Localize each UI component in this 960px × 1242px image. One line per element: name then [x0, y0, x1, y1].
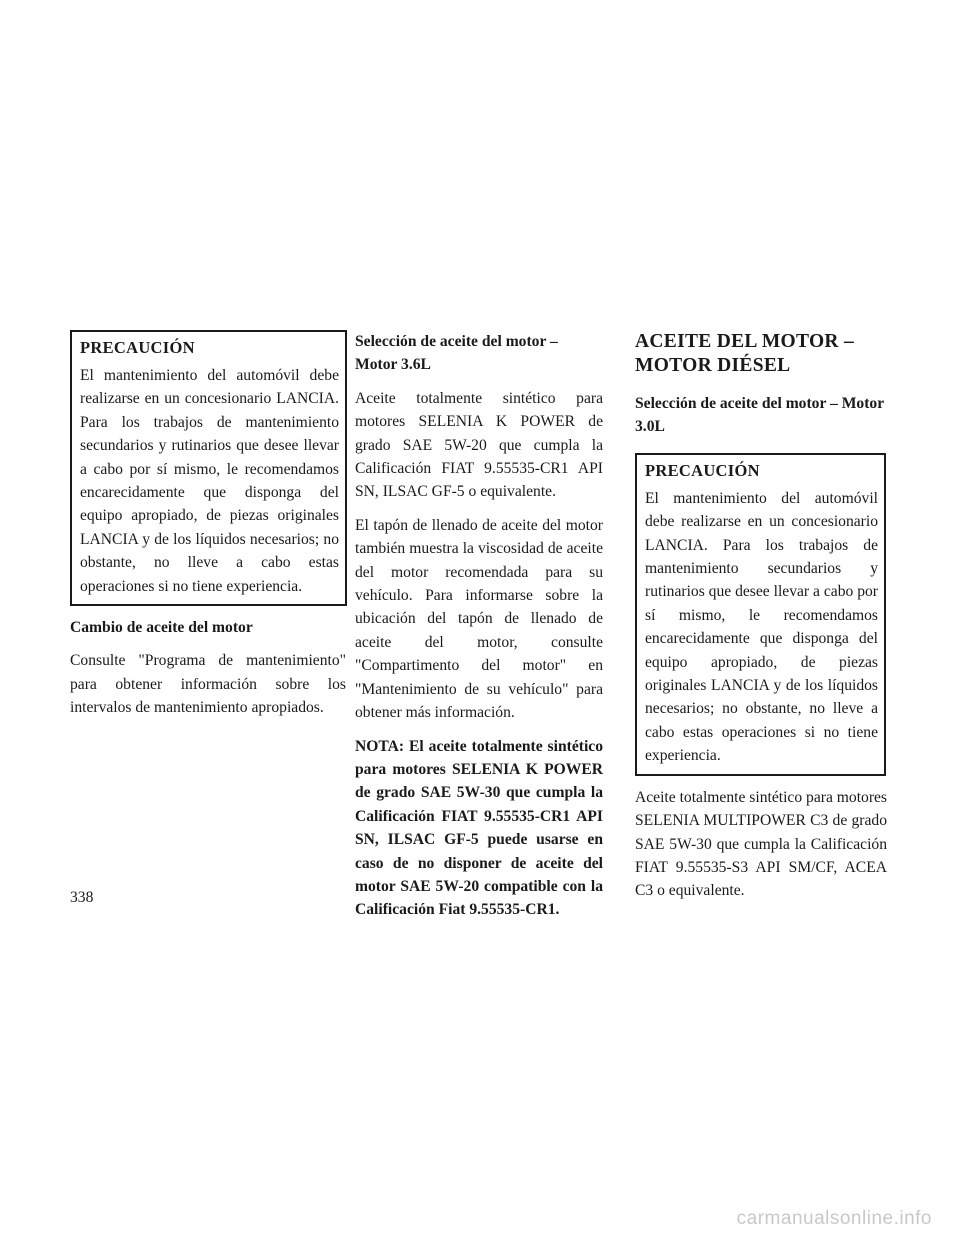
oil-change-heading: Cambio de aceite del motor — [70, 619, 253, 637]
caution-title-diesel: PRECAUCIÓN — [645, 460, 760, 480]
caution-box-diesel — [635, 453, 886, 776]
page-number: 338 — [70, 889, 94, 906]
note-paragraph: NOTA: El aceite totalmente sintético para motores SELENIA K POWER de grado SAE 5W-30 que cumpla la Calificación FIAT 9.55535-CR1 API SN, ILSAC GF-5 puede usarse en caso de no disponer de aceite del motor SAE 5W-20 compatible con la Calificación Fiat 9.55535-CR1. — [355, 737, 603, 919]
caution-title: PRECAUCIÓN — [80, 338, 195, 357]
oil-selection-heading-3-0l: Selección de aceite del motor – Motor 3.0L — [635, 395, 884, 436]
diesel-oil-spec-paragraph: Aceite totalmente sintético para motores SELENIA MULTIPOWER C3 de grado SAE 5W-30 que cumpla la Calificación FIAT 9.55535-S3 API SM/CF, ACEA C3 o equivalente. — [635, 788, 888, 900]
oil-spec-paragraph: Aceite totalmente sintético para motores SELENIA K POWER de grado SAE 5W-20 que cumpla la Calificación FIAT 9.55535-CR1 API SN, ILSAC GF-5 o equivalente. — [355, 389, 603, 501]
caution-text-diesel: El mantenimiento del automóvil debe realizarse en un concesionario LANCIA. Para los trabajos de mantenimiento secundarios y rutinarios que desee llevar a cabo por sí mismo, le recomendamos encarecidamente que disponga del equipo apropiado, de piezas originales LANCIA y de los líquidos necesarios; no obstante, no lleve a cabo estas operaciones si no tiene experiencia. — [645, 489, 878, 765]
oil-change-text: Consulte "Programa de mantenimiento" para obtener información sobre los intervalos de mantenimiento apropiados. — [70, 652, 346, 717]
filler-cap-paragraph: El tapón de llenado de aceite del motor también muestra la viscosidad de aceite del motor recomendada para su vehículo. Para informarse sobre la ubicación del tapón de llenado de aceite del motor, consulte "Compartimento del motor" en "Mantenimiento de su vehículo" para obtener más información. — [355, 516, 603, 722]
oil-selection-heading-3-6l: Selección de aceite del motor – Motor 3.6L — [355, 333, 558, 374]
caution-box — [70, 330, 347, 606]
caution-text: El mantenimiento del automóvil debe realizarse en un concesionario LANCIA. Para los trabajos de mantenimiento secundarios y rutinarios que desee llevar a cabo por sí mismo, le recomendamos encarecidamente que disponga del equipo apropiado, de piezas originales LANCIA y de los líquidos necesarios; no obstante, no lleve a cabo estas operaciones si no tiene experiencia. — [80, 367, 339, 595]
section-heading-line1: ACEITE DEL MOTOR – — [635, 331, 855, 352]
column-left — [70, 330, 346, 720]
column-right — [635, 330, 887, 903]
section-heading-line2: MOTOR DIÉSEL — [635, 355, 791, 376]
column-middle — [355, 330, 603, 922]
watermark-text: carmanualsonline.info — [736, 1208, 932, 1229]
